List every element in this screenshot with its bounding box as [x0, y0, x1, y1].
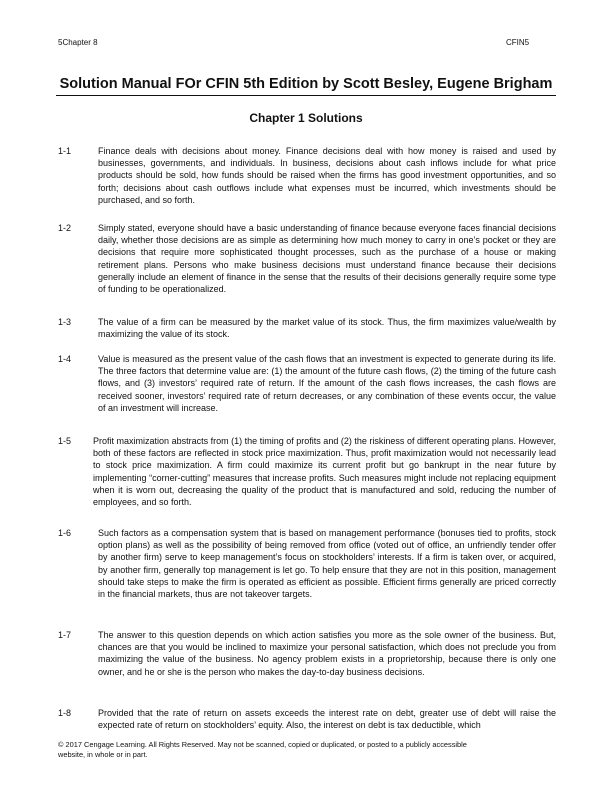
solution-1-6 — [58, 527, 556, 600]
title-rule — [56, 95, 556, 96]
solution-number: 1-7 — [58, 630, 72, 640]
copyright-footer: © 2017 Cengage Learning. All Rights Reserved. May not be scanned, copied or duplicated, or posted to a publicly accessible website, in whole or in part. — [58, 740, 467, 759]
running-header-right: CFIN5 — [506, 38, 530, 47]
solution-text: Finance deals with decisions about money. Finance decisions deal with how money is raised and used by businesses, governments, and individuals. In business, decisions about cash inflows include for what price products should be sold, how funds should be raised when the firms has good investment opportunities, and so forth; decisions about cash outflows include what expenses must be incurred, which investments should be purchased, and so forth. — [98, 146, 556, 205]
solution-number: 1-8 — [58, 708, 72, 718]
solution-1-4 — [58, 353, 556, 414]
solution-text: Provided that the rate of return on assets exceeds the interest rate on debt, greater use of debt will raise the expected rate of return on stockholders’ equity. Also, the interest on debt is tax deductible, which — [98, 708, 556, 731]
solution-number: 1-1 — [58, 146, 72, 156]
solution-1-2 — [58, 222, 556, 295]
solution-1-5 — [58, 435, 556, 508]
solution-text: Profit maximization abstracts from (1) the timing of profits and (2) the riskiness of different operating plans. However, both of these factors are reflected in stock price maximization. Thus, profit maximization would not necessarily lead to stock price maximization. A firm could maximize its current profit but go bankrupt in the near future by implementing “corner-cutting” measures that increase profits. Such measures might include not replacing equipment when it is worn out, decreasing the quality of the product that is manufactured and sold, reducing the number of employees, and so forth. — [93, 436, 556, 508]
chapter-title: Chapter 1 Solutions — [249, 111, 363, 125]
solution-1-3 — [58, 316, 556, 340]
solution-1-8 — [58, 707, 556, 731]
solution-number: 1-3 — [58, 317, 72, 327]
solution-number: 1-6 — [58, 528, 72, 538]
solution-text: Such factors as a compensation system that is based on management performance (bonuses tied to profits, stock option plans) as well as the possibility of being removed from office (voted out of office, an unfriendly tender offer by another firm) serve to keep management’s focus on stockholders’ interests. If a firm is taken over, or acquired, by another firm, generally top management is let go. To help ensure that they are not in this position, management should take steps to make the firm is operated as efficient as possible. Efficient firms generally are priced correctly in the financial markets, thus are not takeover targets. — [98, 528, 556, 600]
solution-1-1 — [58, 145, 556, 206]
solution-text: Simply stated, everyone should have a basic understanding of finance because everyone faces financial decisions daily, whether those decisions are as simple as determining how much money to carry in one’s pocket or they are decisions that require more sophisticated thought processes, such as the purchase of a house or making retirement plans. Persons who make business decisions must understand finance because their decisions generally include an element of finance in the sense that the results of their decisions generally require some type of funding to be operationalized. — [98, 223, 556, 295]
solution-text: The value of a firm can be measured by the market value of its stock. Thus, the firm maximizes value/wealth by maximizing the value of its stock. — [98, 317, 556, 340]
solution-text: The answer to this question depends on which action satisfies you more as the sole owner of the business. But, chances are that you would be inclined to maximize your personal satisfaction, which does not preclude you from maximizing the value of the business. No agency problem exists in a proprietorship, because there is only one owner, and he or she is the person who makes the day-to-day business decisions. — [98, 630, 556, 677]
solution-number: 1-2 — [58, 223, 72, 233]
solution-text: Value is measured as the present value of the cash flows that an investment is expected to generate during its life. The three factors that determine value are: (1) the amount of the future cash flows, (2) the timing of the future cash flows, and (3) investors’ required rate of return. If the amount of the cash flows increases, the cash flows are received sooner, investors’ required rate of return decreases, or any combination of these events occur, the value of an investment will increase. — [98, 354, 556, 413]
document-title: Solution Manual FOr CFIN 5th Edition by Scott Besley, Eugene Brigham — [59, 76, 553, 92]
solution-1-7 — [58, 629, 556, 678]
solution-number: 1-4 — [58, 354, 72, 364]
running-header-left: 5Chapter 8 — [58, 38, 98, 47]
solution-number: 1-5 — [58, 436, 72, 446]
